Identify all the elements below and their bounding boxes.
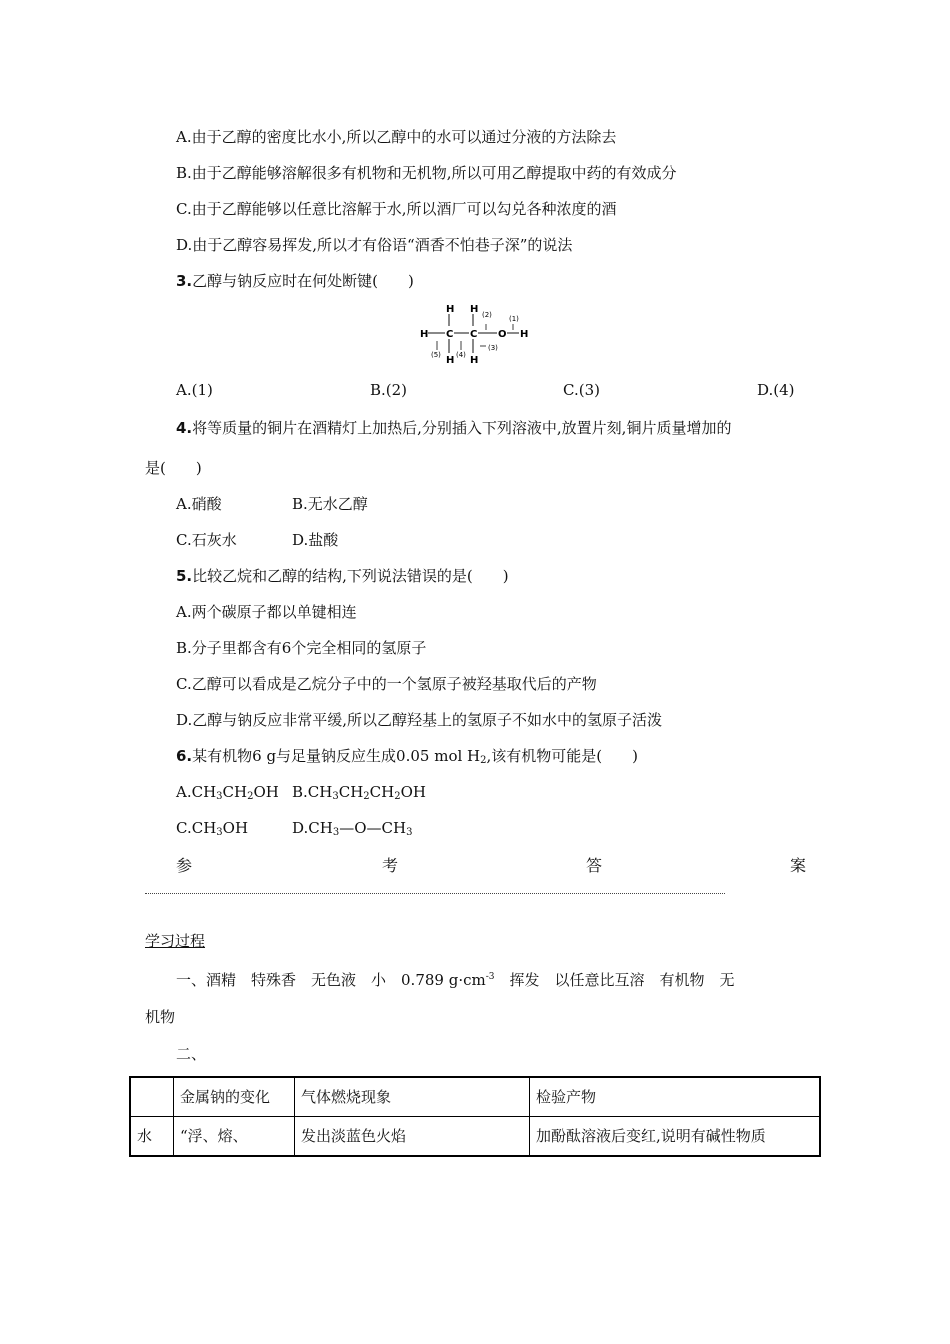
table-cell: 发出淡蓝色火焰 [295,1117,530,1157]
section-part1-line2: 机物 [145,1008,176,1026]
q5-option-a: A.两个碳原子都以单键相连 [176,603,357,621]
bond-label-1: (1) [509,315,519,323]
q6-text-a: 某有机物6 g与足量钠反应生成0.05 mol H [192,747,481,765]
table-header-cell: 气体燃烧现象 [295,1077,530,1117]
q3-option-c: C.(3) [563,381,600,399]
atom-h-bottom-2: H [470,355,479,366]
bond-label-4: (4) [456,351,466,359]
q6-text-b: ,该有机物可能是( ) [486,747,638,765]
q6-stem [176,746,638,771]
atom-h-top-2: H [470,304,479,315]
table-cell: “浮、熔、 [174,1117,295,1157]
table-header-cell: 金属钠的变化 [174,1077,295,1117]
q5-number: 5. [176,567,193,585]
q6-text-sub: 2 [480,755,487,766]
atom-h-top-1: H [446,304,455,315]
answer-heading-char-2: 考 [382,856,399,875]
q3-number: 3. [176,272,193,290]
table-header-cell: 检验产物 [530,1077,821,1117]
q4-stem-line1 [176,418,731,438]
q6-option-d: $D.CH_3—O—CH_3$ [292,819,413,838]
atom-h-left: H [420,329,429,340]
bond-label-3: (3) [488,344,498,352]
q6-option-a: $A.CH_3CH_2OH$ [176,783,279,802]
q5-text: 比较乙烷和乙醇的结构,下列说法错误的是( ) [192,567,509,585]
atom-h-bottom-1: H [446,355,455,366]
table-row [130,1117,820,1157]
q2-option-c: C.由于乙醇能够以任意比溶解于水,所以酒厂可以勾兑各种浓度的酒 [176,200,617,218]
q2-option-d: D.由于乙醇容易挥发,所以才有俗语“酒香不怕巷子深”的说法 [176,236,573,254]
q3-text: 乙醇与钠反应时在何处断键( ) [192,272,414,290]
atom-h-right: H [520,329,529,340]
answer-heading-char-3: 答 [586,856,603,875]
table-cell: 水 [130,1117,174,1157]
q5-option-d: D.乙醇与钠反应非常平缓,所以乙醇羟基上的氢原子不如水中的氢原子活泼 [176,711,663,729]
atom-o: O [498,329,507,340]
table-cell: 加酚酞溶液后变红,说明有碱性物质 [530,1117,821,1157]
q3-stem [176,271,414,291]
section-part1-line1: 一、酒精 特殊香 无色液 小 0.789 $g\cdot cm^{-3}$ 挥发 以任意比互溶 有机物 无 [176,971,735,989]
ethanol-structure-diagram [418,300,538,370]
q4-text: 将等质量的铜片在酒精灯上加热后,分别插入下列溶液中,放置片刻,铜片质量增加的 [192,419,732,437]
q6-number: 6. [176,747,193,765]
q4-option-c: C.石灰水 [176,531,237,549]
table-header-cell [130,1077,174,1117]
atom-c1: C [446,329,454,340]
q5-option-c: C.乙醇可以看成是乙烷分子中的一个氢原子被羟基取代后的产物 [176,675,597,693]
q3-option-d: D.(4) [757,381,795,399]
q3-option-a: A.(1) [176,381,213,399]
section-part2: 二、 [176,1045,207,1063]
q3-option-b: B.(2) [370,381,408,399]
dotted-divider [145,893,725,894]
table-header-row [130,1077,820,1117]
answer-heading-char-4: 案 [790,856,807,875]
q4-option-a: A.硝酸 [176,495,222,513]
results-table [129,1076,821,1157]
bond-label-5: (5) [431,351,441,359]
q2-option-a: A.由于乙醇的密度比水小,所以乙醇中的水可以通过分液的方法除去 [176,128,617,146]
q6-option-b: $B.CH_3CH_2CH_2OH$ [292,783,426,802]
atom-c2: C [470,329,478,340]
q4-number: 4. [176,419,193,437]
q6-option-c: $C.CH_3OH$ [176,819,249,838]
section-title: 学习过程 [145,932,206,950]
answer-heading-char-1: 参 [176,856,193,875]
q2-option-b: B.由于乙醇能够溶解很多有机物和无机物,所以可用乙醇提取中药的有效成分 [176,164,677,182]
q4-stem-line2: 是( ) [145,459,202,477]
q5-stem [176,566,509,586]
q4-option-d: D.盐酸 [292,531,339,549]
q5-option-b: B.分子里都含有6个完全相同的氢原子 [176,639,427,657]
bond-label-2: (2) [482,311,492,319]
q4-option-b: B.无水乙醇 [292,495,368,513]
